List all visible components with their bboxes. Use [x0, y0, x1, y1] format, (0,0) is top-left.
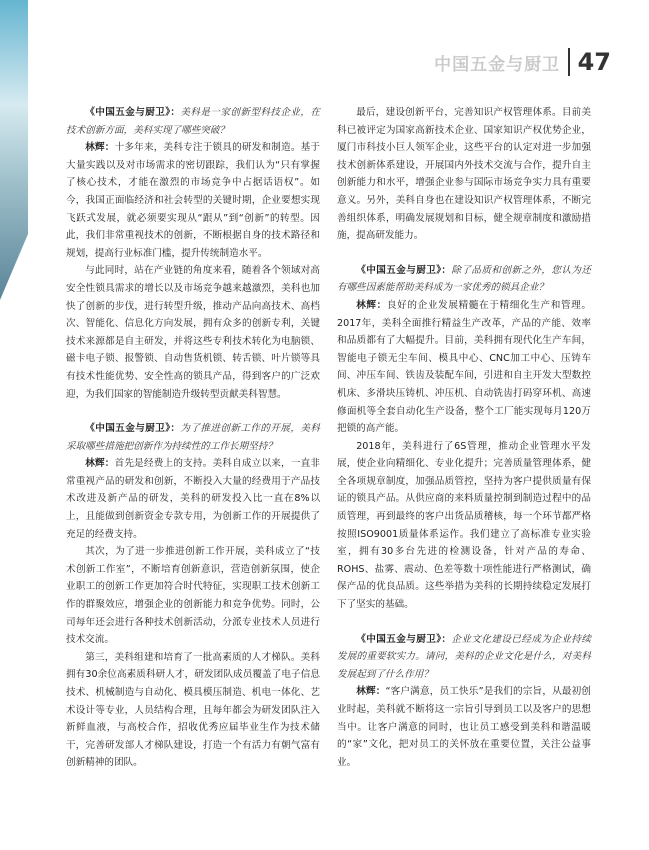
question-2: 《中国五金与厨卫》：为了推进创新工作的开展，美科采取哪些措施把创新作为持续性的工作长期坚持？ [66, 423, 321, 452]
answer-4: 林辉：“客户满意，员工快乐”是我们的宗旨，从最初创业时起，美科就不断将这一宗旨引导到员工以及客户的思想当中。让客户满意的同时，也让员工感受到美科和谐温暖的“家”文化，把对员工的关怀放在重要位置，关注公益事业。 [337, 686, 591, 768]
answer-2: 林辉：首先是经费上的支持。美科自成立以来，一直非常重视产品的研发和创新，不断投入大量的经费用于产品技术改进及新产品的研发，美科的研发投入比一直在8%以上，且能做到创新资金专款专用，为创新工作的开展提供了充足的经费支持。 [66, 458, 321, 540]
answer-3-paragraph-2: 2018年，美科进行了6S管理，推动企业管理水平发展，使企业向精细化、专业化提升；完善质量管理体系，健全各项规章制度，加强品质管控，坚持为客户提供质量有保证的锁具产品。从供应商的来料质量控制到制造过程中的品质管理，再到最终的客户出货品质稽核，每一个环节都严格按照ISO9001质量体系运作。我们建立了高标准专业实验室，拥有30多台先进的检测设备，针对产品的寿命、ROHS、盐雾、震动、色差等数十项性能进行严格测试，确保产品的优良品质。这些举措为美科的长期持续稳定发展打下了坚实的基础。 [337, 440, 591, 611]
answer-2-paragraph-2: 其次，为了进一步推进创新工作开展，美科成立了“技术创新工作室”，不断培育创新意识，营造创新氛围，使企业职工的创新工作更加符合时代特征，实现职工技术创新工作的群聚效应，增强企业的创新能力和竞争优势。同时，公司每年还会进行各种技术创新活动，分派专业技术人员进行技术交流。 [66, 546, 320, 646]
answer-3: 林辉：良好的企业发展精髓在于精细化生产和管理。2017年，美科全面推行精益生产改革，产品的产能、效率和品质都有了大幅提升。目前，美科拥有现代化生产车间，智能电子锁无尘车间、模具中心、CNC加工中心、压铸车间、冲压车间、铁齿及装配车间，引进和自主开发大型数控机床、多滑块压铸机、冲压机、自动铣齿打码穿环机、高速修面机等全套自动化生产设备，整个工厂能实现每月120万把锁的高产能。 [337, 299, 592, 435]
question-3: 《中国五金与厨卫》：除了品质和创新之外，您认为还有哪些因素能帮助美科成为一家优秀的锁具企业？ [337, 264, 592, 294]
page-header [434, 44, 611, 80]
corner-decorative-photo [0, 0, 28, 300]
answer-2-paragraph-3: 第三，美科组建和培育了一批高素质的人才梯队。美科拥有30余位高素质科研人才，研发团队成员覆盖了电子信息技术、机械制造与自动化、模具模压制造、机电一体化、艺术设计等专业，人员结构合理，且每年都会为研发团队注入新鲜血液，与高校合作，招收优秀应届毕业生作为技术储干，完善研发部人才梯队建设，打造一个有活力有朝气富有创新精神的团队。 [66, 651, 320, 769]
answer-1: 林辉：十多年来，美科专注于锁具的研发和制造。基于大量实践以及对市场需求的密切跟踪，我们认为“只有掌握了核心技术，才能在激烈的市场竞争中占据话语权”。如今，我国正面临经济和社会转型的关键时期，企业要想实现飞跃式发展，就必须要实现从“跟从”到“创新”的转型。因此，我们非常重视技术的创新，不断根据自身的技术路径和规划，提高行业标准门槛，提升传统制造水平。 [66, 142, 321, 259]
spacer [337, 245, 591, 262]
page-number: 47 [577, 48, 611, 76]
spacer [66, 403, 320, 420]
spacer [337, 614, 591, 631]
magazine-brand: 中国五金与厨卫 [434, 54, 561, 75]
left-column [66, 104, 320, 772]
question-1: 《中国五金与厨卫》：美科是一家创新型科技企业，在技术创新方面，美科实现了哪些突破？ [66, 107, 321, 136]
right-column [337, 104, 591, 771]
header-divider [568, 48, 570, 76]
answer-2-paragraph-4: 最后，建设创新平台，完善知识产权管理体系。目前美科已被评定为国家高新技术企业、国家知识产权优势企业，厦门市科技小巨人领军企业，这些平台的认定对进一步加强技术创新体系建设，开展国内外技术交流与合作，提升自主创新能力和水平，增强企业参与国际市场竞争实力具有重要意义。另外，美科自身也在建设知识产权管理体系，不断完善组织体系，明确发展规划和目标，健全规章制度和激励措施，提高研发能力。 [337, 107, 591, 242]
answer-1-paragraph-2: 与此同时，站在产业链的角度来看，随着各个领域对高安全性锁具需求的增长以及市场竞争越来越激烈，美科也加快了创新的步伐，进行转型升级，推动产品向高技术、高档次、智能化、信息化方向发展，拥有众多的创新专利，关键技术来源都是自主研发，并将这些专利技术转化为电脑锁、磁卡电子锁、报警锁、自动售货机锁、转舌锁、叶片锁等具有技术性能优势、安全性高的锁具产品，得到客户的广泛欢迎，为我们国家的智能制造升级转型贡献美科智慧。 [66, 265, 320, 400]
question-4: 《中国五金与厨卫》：企业文化建设已经成为企业持续发展的重要软实力。请问，美科的企业文化是什么，对美科发展起到了什么作用？ [337, 633, 592, 680]
